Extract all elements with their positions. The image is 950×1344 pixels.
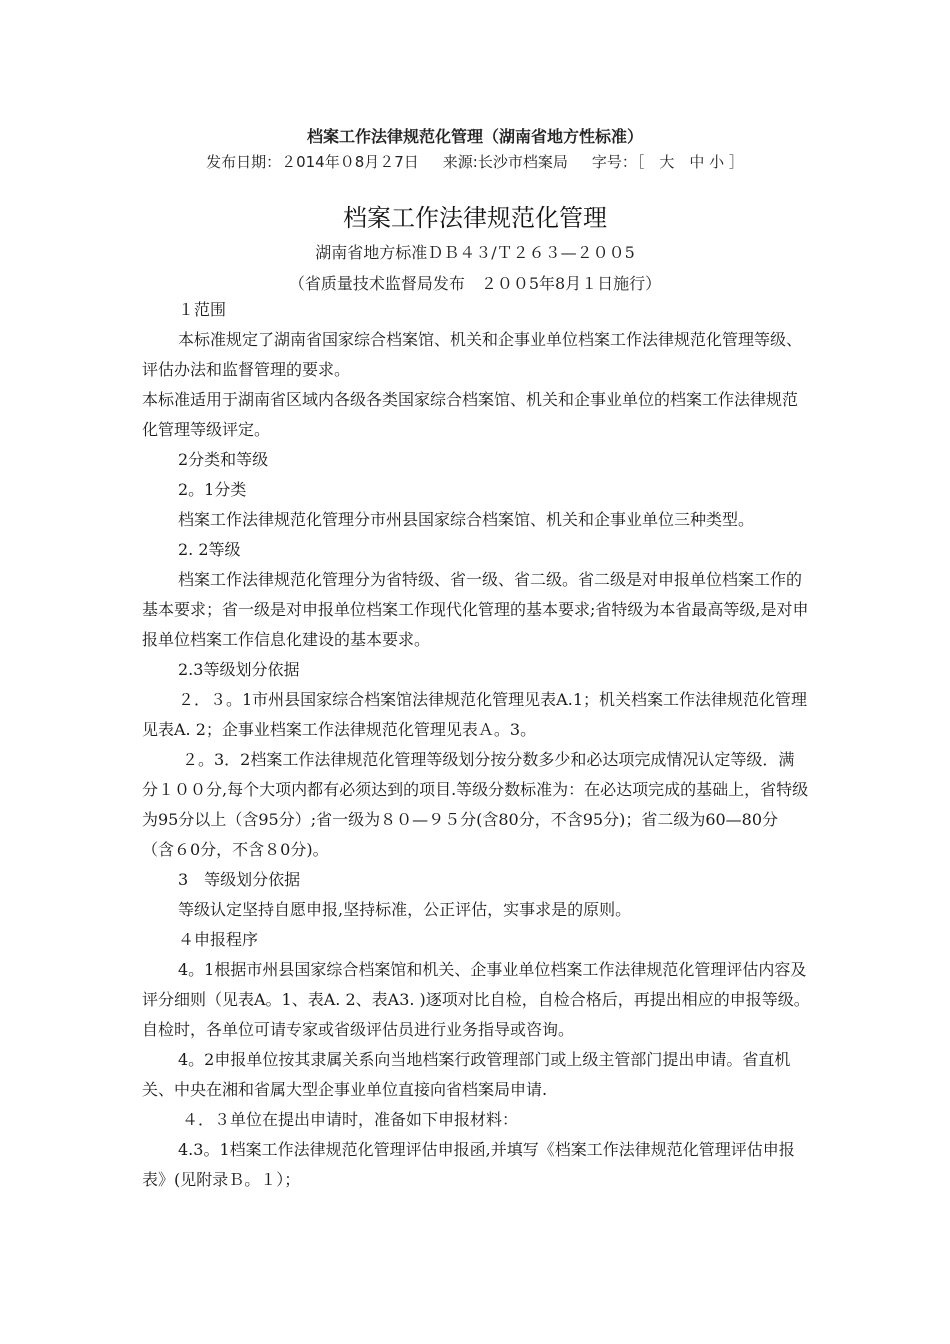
paragraph: ２．３。1市州县国家综合档案馆法律规范化管理见表A.1；机关档案工作法律规范化管理见表A. 2；企事业档案工作法律规范化管理见表Ａ。3。 — [142, 690, 808, 739]
paragraph: ４．３单位在提出申请时，准备如下申报材料： — [182, 1110, 519, 1129]
paragraph: 档案工作法律规范化管理分市州县国家综合档案馆、机关和企事业单位三种类型。 — [178, 510, 755, 529]
document-title: 档案工作法律规范化管理 — [343, 204, 607, 232]
paragraph: 本标准规定了湖南省国家综合档案馆、机关和企事业单位档案工作法律规范化管理等级、评估办法和监督管理的要求。 — [142, 330, 803, 379]
paragraph: 4。2申报单位按其隶属关系向当地档案行政管理部门或上级主管部门提出申请。省直机关、中央在湘和省属大型企事业单位直接向省档案局申请. — [142, 1050, 791, 1099]
section-heading: 3 等级划分依据 — [178, 870, 301, 889]
document-body — [142, 295, 810, 1195]
paragraph: 等级认定坚持自愿申报,坚持标准，公正评估，实事求是的原则。 — [178, 900, 632, 919]
section-heading: ４申报程序 — [178, 930, 259, 949]
paragraph: 本标准适用于湖南省区域内各级各类国家综合档案馆、机关和企事业单位的档案工作法律规范化管理等级评定。 — [142, 390, 799, 439]
article-header-title: 档案工作法律规范化管理（湖南省地方性标准） — [306, 127, 643, 146]
section-heading: 2. 2等级 — [178, 540, 241, 559]
section-heading: 2分类和等级 — [178, 450, 269, 469]
font-size-selector[interactable]: 字号：［ 大 中 小 ］ — [591, 153, 744, 171]
standard-number: 湖南省地方标准ＤＢ４３/Ｔ２６３—２００5 — [315, 243, 635, 262]
publish-date: 发布日期：２014年０8月２7日 — [206, 153, 419, 171]
source: 来源:长沙市档案局 — [442, 153, 568, 171]
section-heading: １范围 — [178, 300, 227, 319]
article-meta — [0, 151, 950, 172]
paragraph: 档案工作法律规范化管理分为省特级、省一级、省二级。省二级是对申报单位档案工作的基本要求；省一级是对申报单位档案工作现代化管理的基本要求;省特级为本省最高等级,是对申报单位档案工作信息化建设的基本要求。 — [142, 570, 809, 649]
issue-info: （省质量技术监督局发布 ２００5年8月１日施行） — [288, 274, 662, 293]
paragraph: ２。3．2档案工作法律规范化管理等级划分按分数多少和必达项完成情况认定等级．满分１００分,每个大项内都有必须达到的项目.等级分数标准为：在必达项完成的基础上，省特级为95分以上（含95分）;省一级为８０—９５分(含80分，不含95分)；省二级为60—80分（含６0分，不含８0分)。 — [142, 750, 809, 859]
paragraph: 4。1根据市州县国家综合档案馆和机关、企事业单位档案工作法律规范化管理评估内容及评分细则（见表A。1、表A. 2、表A3. )逐项对比自检，自检合格后，再提出相应的申报等级。自检时，各单位可请专家或省级评估员进行业务指导或咨询。 — [142, 960, 810, 1039]
section-heading: 2。1分类 — [178, 480, 247, 499]
paragraph: 4.3。1档案工作法律规范化管理评估申报函,并填写《档案工作法律规范化管理评估申报表》(见附录Ｂ。１）； — [142, 1140, 795, 1189]
section-heading: 2.3等级划分依据 — [178, 660, 300, 679]
